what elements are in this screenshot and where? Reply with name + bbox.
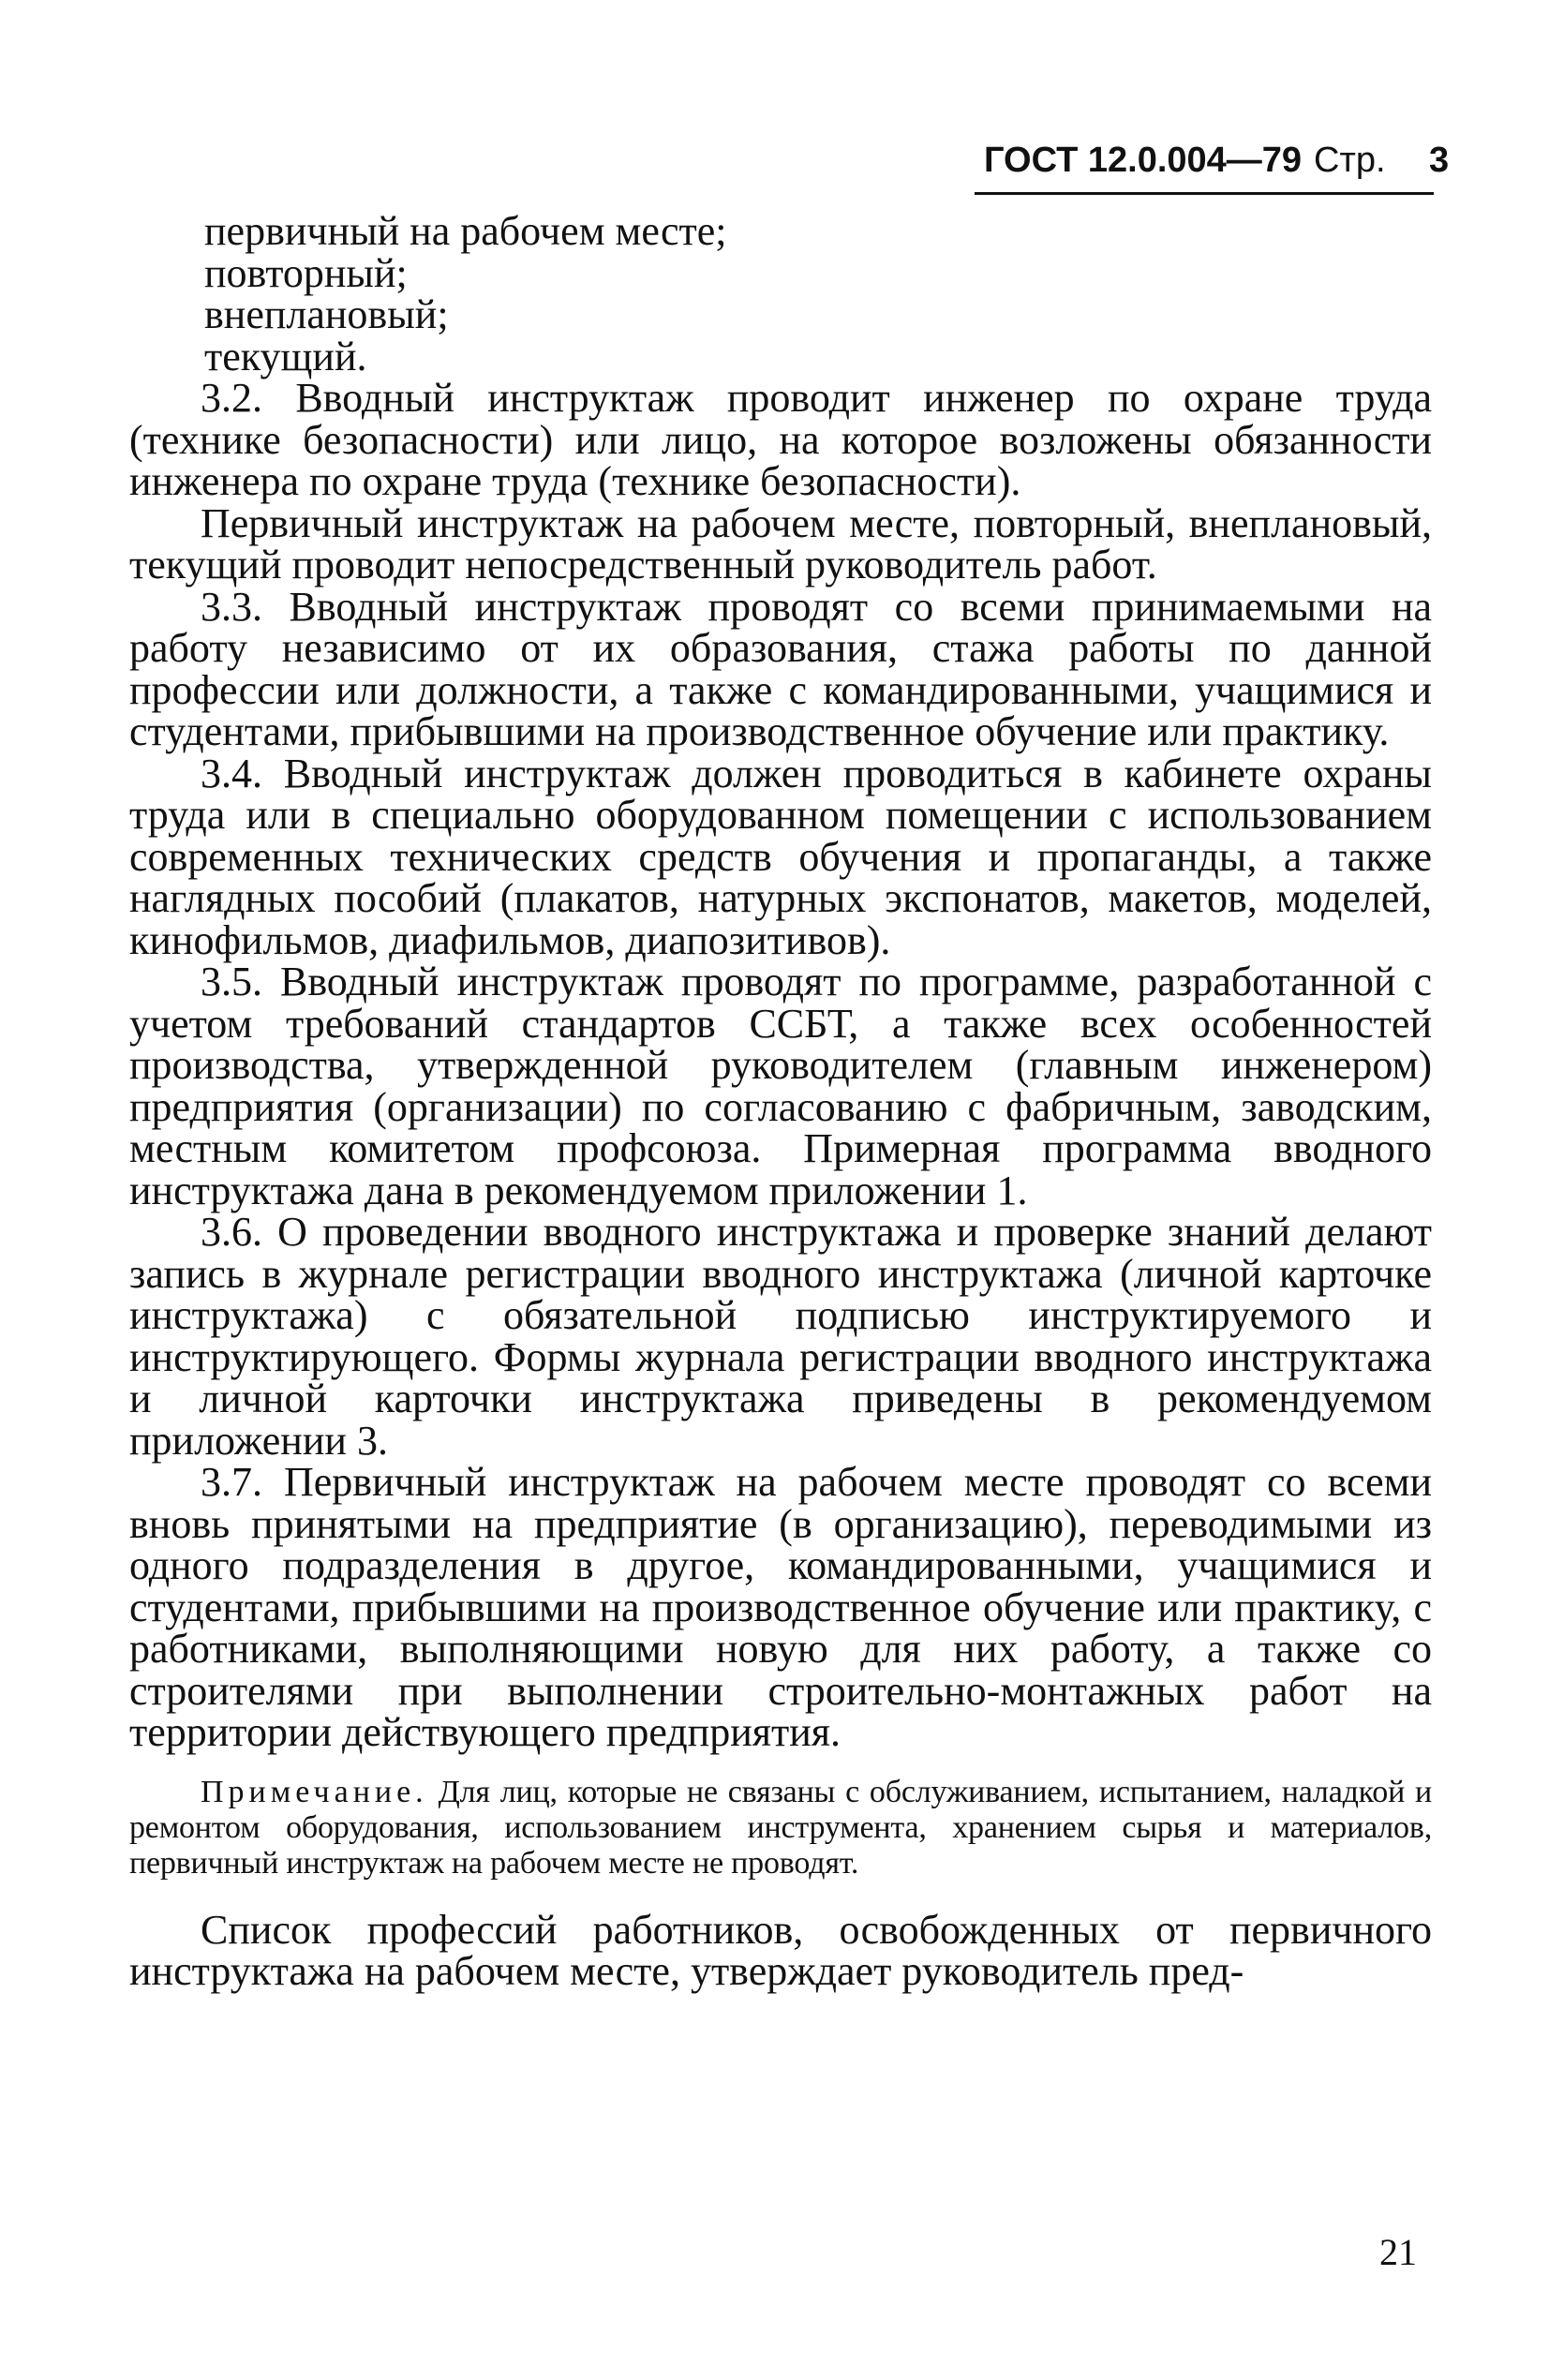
list-item: повторный; [204, 249, 408, 296]
header-rule [975, 192, 1434, 195]
paragraph-3-6: 3.6. О проведении вводного инструктажа и проверке знаний делают запись в журнале регистрации вводного инструктажа (личной карточке инструктажа) с обязательной подписью инструктируемого и инструктирующего. Формы журнала регистрации вводного инструктажа и личной карточки инструктажа приведены в рекомендуемом приложении 3. [129, 1209, 1432, 1464]
list-item: внеплановый; [204, 291, 449, 337]
page-number: 3 [1429, 141, 1450, 180]
folio-number: 21 [1379, 2231, 1417, 2273]
body-text [129, 208, 1432, 1994]
note-label: Примечание. [201, 1774, 428, 1809]
note-text: Для лиц, которые не связаны с обслуживанием, испытанием, наладкой и ремонтом оборудования, использованием инструмента, хранением сырья и материалов, первичный инструктаж на рабочем месте не проводят. [129, 1774, 1432, 1881]
paragraph-3-2: 3.2. Вводный инструктаж проводит инженер по охране труда (технике безопасности) или лицо, на которое возложены обязанности инженера по охране труда (технике безопасности). [129, 375, 1432, 504]
paragraph-final: Список профессий работников, освобожденных от первичного инструктажа на рабочем месте, утверждает руководитель пред- [129, 1906, 1432, 1994]
standard-designation: ГОСТ 12.0.004—79 [984, 141, 1303, 180]
note [129, 1775, 1432, 1882]
paragraph-3-3: 3.3. Вводный инструктаж проводят со всеми принимаемыми на работу независимо от их образования, стажа работы по данной профессии или должности, а также с командированными, учащимися и студентами, прибывшими на производственное обучение или практику. [129, 583, 1432, 754]
list-item: текущий. [204, 333, 367, 379]
paragraph-3-5: 3.5. Вводный инструктаж проводят по программе, разработанной с учетом требований стандартов ССБТ, а также всех особенностей производства, утвержденной руководителем (главным инженером) предприятия (организации) по согласованию с фабричным, заводским, местным комитетом профсоюза. Примерная программа вводного инструктажа дана в рекомендуемом приложении 1. [129, 959, 1432, 1213]
list-item: первичный на рабочем месте; [204, 208, 727, 254]
instruction-type-list [129, 208, 1432, 379]
running-header [975, 141, 1462, 197]
paragraph-3-4: 3.4. Вводный инструктаж должен проводиться в кабинете охраны труда или в специально оборудованном помещении с использованием современных технических средств обучения и пропаганды, а также наглядных пособий (плакатов, натурных экспонатов, макетов, моделей, кинофильмов, диафильмов, диапозитивов). [129, 750, 1432, 963]
paragraph-3-7: 3.7. Первичный инструктаж на рабочем месте проводят со всеми вновь принятыми на предприятие (в организацию), переводимыми из одного подразделения в другое, командированными, учащимися и студентами, прибывшими на производственное обучение или практику, с работниками, выполняющими новую для них работу, а также со строителями при выполнении строительно-монтажных работ на территории действующего предприятия. [129, 1459, 1432, 1755]
paragraph-3-2-continued: Первичный инструктаж на рабочем месте, повторный, внеплановый, текущий проводит непосредственный руководитель работ. [129, 499, 1432, 588]
page-label: Стр. [1314, 141, 1386, 180]
